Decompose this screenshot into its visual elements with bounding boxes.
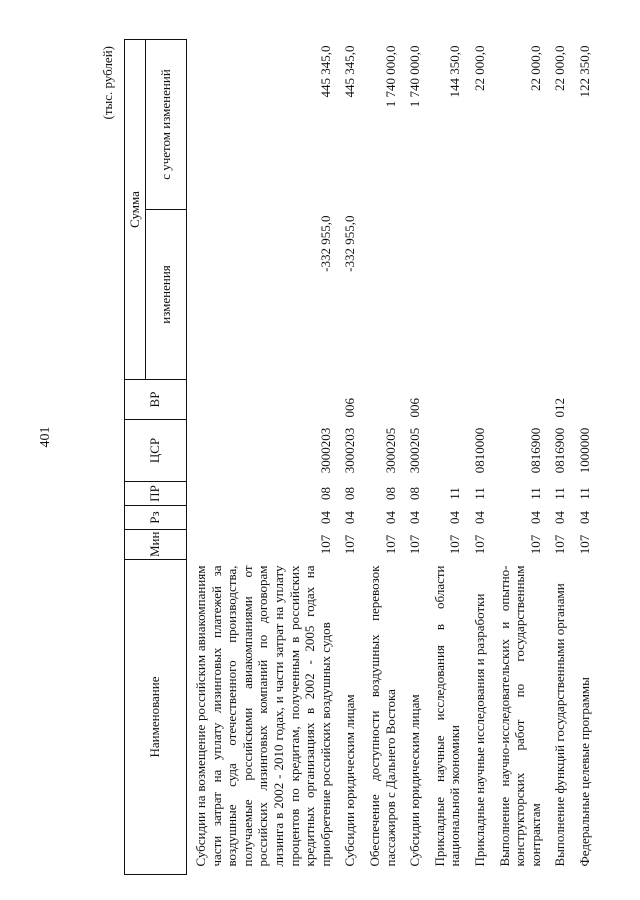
row-rz: 04 — [576, 511, 592, 524]
row-min: 107 — [527, 534, 543, 555]
row-csr: 0816900 — [552, 427, 568, 474]
row-pr: 11 — [552, 487, 568, 500]
table-row — [426, 40, 466, 875]
row-min: 107 — [407, 534, 423, 555]
row-with-changes: 22 000,0 — [552, 45, 568, 91]
row-name: Федеральные целевые программы — [576, 677, 592, 867]
row-min: 107 — [342, 534, 358, 555]
row-min: 107 — [552, 534, 568, 555]
row-name: Выполнение научно-исследовательских и опытно-конструкторских работ по государственным контрактам — [496, 565, 543, 867]
header-pr: ПР — [125, 482, 187, 506]
row-with-changes: 445 345,0 — [317, 45, 333, 98]
row-csr: 3000203 — [342, 427, 358, 474]
row-vr — [491, 380, 547, 420]
header-rz: Рз — [125, 506, 187, 530]
row-pr: 11 — [527, 487, 543, 500]
row-vr: 006 — [342, 398, 358, 418]
row-pr: 08 — [342, 487, 358, 500]
row-change — [571, 210, 596, 380]
table-row — [361, 40, 401, 875]
row-with-changes: 144 350,0 — [447, 45, 463, 98]
row-csr: 3000205 — [382, 427, 398, 474]
header-with-changes: с учетом изменений — [146, 40, 187, 210]
table-row — [546, 40, 571, 875]
row-pr: 11 — [576, 487, 592, 500]
row-with-changes: 445 345,0 — [342, 45, 358, 98]
row-with-changes: 22 000,0 — [471, 45, 487, 91]
budget-table — [124, 39, 595, 875]
table-row — [466, 40, 491, 875]
row-rz: 04 — [407, 511, 423, 524]
row-name: Обеспечение доступности воздушных перевозок пассажиров с Дальнего Востока — [366, 565, 398, 867]
row-min: 107 — [447, 534, 463, 555]
row-change — [361, 210, 401, 380]
row-min: 107 — [317, 534, 333, 555]
header-vr: ВР — [125, 380, 187, 420]
row-csr: 3000203 — [317, 427, 333, 474]
row-with-changes: 1 740 000,0 — [407, 45, 423, 108]
row-with-changes: 1 740 000,0 — [382, 45, 398, 108]
row-rz: 04 — [527, 511, 543, 524]
header-sum: Сумма — [125, 40, 146, 380]
row-pr: 11 — [447, 487, 463, 500]
table-row — [401, 40, 426, 875]
header-change: изменения — [146, 210, 187, 380]
row-name: Прикладные научные исследования и разработки — [471, 593, 487, 867]
table-row — [491, 40, 547, 875]
row-pr: 08 — [407, 487, 423, 500]
row-change — [401, 210, 426, 380]
header-name: Наименование — [125, 560, 187, 875]
row-name: Субсидии на возмещение российским авиакомпаниям части затрат на уплату лизинговых платежей за воздушные суда отечественного производства, получаемые российскими авиакомпаниями от российских лизинговых компаний по договорам лизинга в 2002 - 2010 годах, и части затрат на уплату процентов по кредитам, полученным в российских кредитных организациях в 2002 - 2005 годах на приобретение российских воздушных судов — [193, 565, 333, 867]
row-vr — [571, 380, 596, 420]
table-row — [187, 40, 337, 875]
header-min: Мин — [125, 530, 187, 560]
row-change: -332 955,0 — [342, 215, 358, 272]
row-change — [426, 210, 466, 380]
budget-table-sheet — [100, 40, 610, 875]
page-number: 401 — [38, 426, 53, 448]
row-csr: 3000205 — [407, 427, 423, 474]
row-pr: 08 — [317, 487, 333, 500]
row-vr — [466, 380, 491, 420]
row-vr: 012 — [552, 398, 568, 418]
row-min: 107 — [471, 534, 487, 555]
row-min: 107 — [382, 534, 398, 555]
row-pr: 08 — [382, 487, 398, 500]
row-with-changes: 22 000,0 — [527, 45, 543, 91]
row-pr: 11 — [471, 487, 487, 500]
row-rz: 04 — [342, 511, 358, 524]
row-min: 107 — [576, 534, 592, 555]
row-name: Субсидии юридическим лицам — [342, 694, 358, 867]
row-csr — [426, 420, 466, 482]
row-rz: 04 — [317, 511, 333, 524]
row-vr — [426, 380, 466, 420]
row-rz: 04 — [471, 511, 487, 524]
row-change — [546, 210, 571, 380]
units-label: (тыс. рублей) — [100, 46, 115, 120]
row-vr: 006 — [407, 398, 423, 418]
row-rz: 04 — [552, 511, 568, 524]
row-with-changes: 122 350,0 — [576, 45, 592, 98]
row-change: -332 955,0 — [317, 215, 333, 272]
row-rz: 04 — [447, 511, 463, 524]
table-row — [571, 40, 596, 875]
row-name: Прикладные научные исследования в области национальной экономики — [431, 565, 463, 867]
row-name: Выполнение функций государственными органами — [552, 583, 568, 867]
row-change — [491, 210, 547, 380]
header-row-top — [125, 40, 146, 875]
row-name: Субсидии юридическим лицам — [407, 694, 423, 867]
row-rz: 04 — [382, 511, 398, 524]
row-csr: 0816900 — [527, 427, 543, 474]
row-vr — [187, 380, 337, 420]
table-row — [336, 40, 361, 875]
row-csr: 0810000 — [471, 427, 487, 474]
row-csr: 1000000 — [576, 427, 592, 474]
header-csr: ЦСР — [125, 420, 187, 482]
row-change — [466, 210, 491, 380]
row-vr — [361, 380, 401, 420]
